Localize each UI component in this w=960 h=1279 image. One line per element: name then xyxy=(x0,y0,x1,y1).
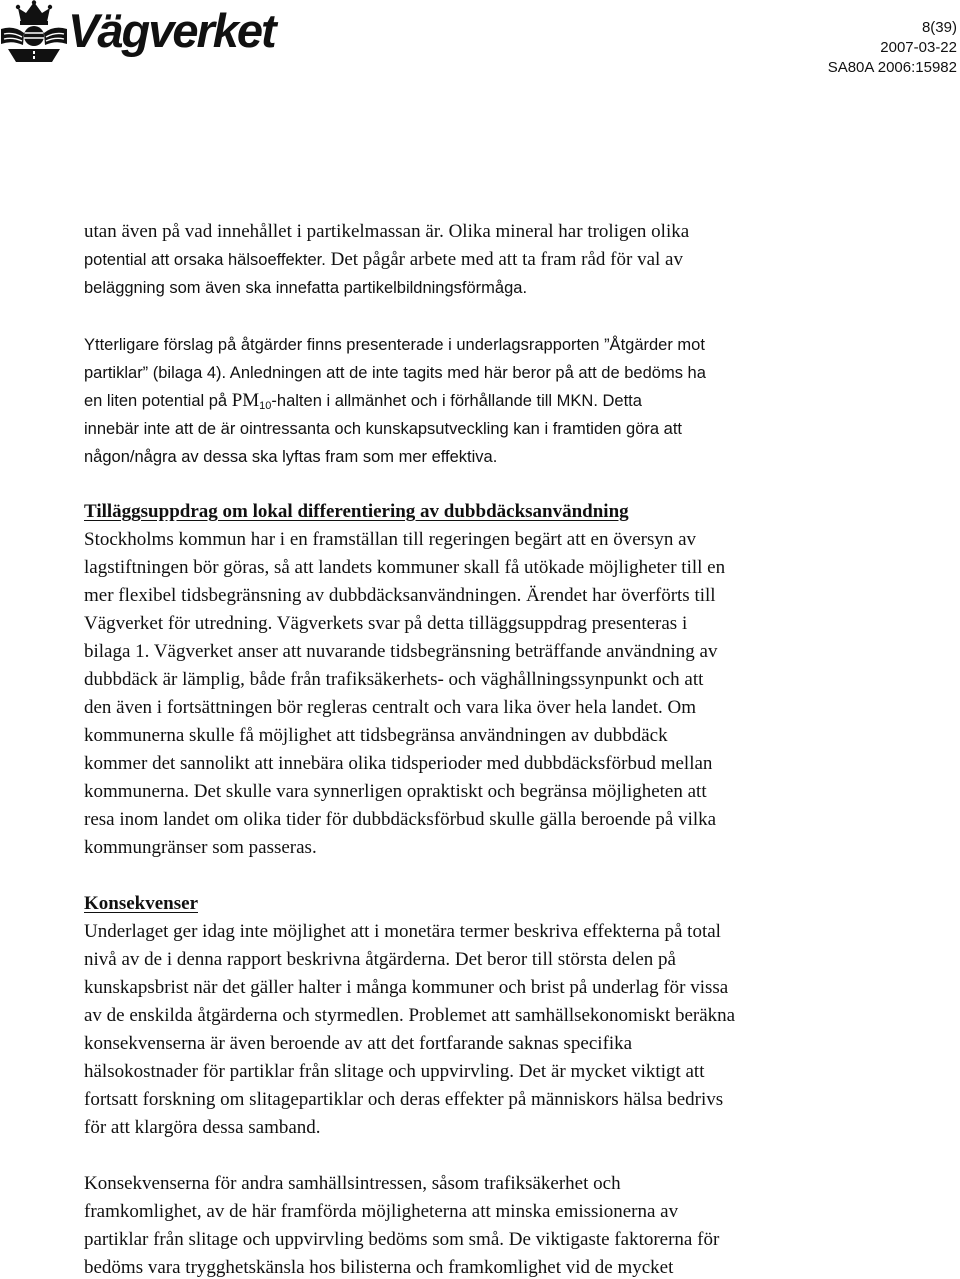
body-line: Konsekvenserna för andra samhällsintressen, såsom trafiksäkerhet och xyxy=(84,1173,621,1194)
body-line: innebär inte att de är ointressanta och kunskapsutveckling kan i framtiden göra att xyxy=(84,420,683,438)
body-line: kommunerna. Det skulle vara synnerligen opraktiskt och begränsa möjligheten att xyxy=(84,781,707,802)
body-line: Ytterligare förslag på åtgärder finns presenterade i underlagsrapporten ”Åtgärder mot xyxy=(84,336,705,354)
pm-subscript: 10 xyxy=(259,400,272,412)
body-line: av de enskilda åtgärderna och styrmedlen. Problemet att samhällsekonomiskt beräkna xyxy=(84,1005,736,1026)
body-line: den även i fortsättningen bör regleras centralt och vara lika över hela landet. Om xyxy=(84,697,696,718)
body-line: kunskapsbrist när det gäller halter i många kommuner och brist på underlag för vissa xyxy=(84,977,729,998)
body-line: kommungränser som passeras. xyxy=(84,837,317,858)
body-text-segment: potential att orsaka hälsoeffekter. xyxy=(84,251,326,269)
body-line xyxy=(84,387,924,415)
logo-wordmark: Vägverket xyxy=(68,4,275,57)
body-line: kommunerna skulle få möjlighet att tidsbegränsa användningen av dubbdäck xyxy=(84,725,668,746)
body-line: någon/några av dessa ska lyftas fram som mer effektiva. xyxy=(84,448,498,466)
body-line: Vägverket för utredning. Vägverkets svar på detta tilläggsuppdrag presenteras i xyxy=(84,613,688,634)
body-line: för att klargöra dessa samband. xyxy=(84,1117,321,1138)
body-line: nivå av de i denna rapport beskrivna åtgärderna. Det beror till största delen på xyxy=(84,949,676,970)
body-line: mer flexibel tidsbegränsning av dubbdäcksanvändningen. Ärendet har överförts till xyxy=(84,585,716,606)
body-text-segment: Det pågår arbete med att ta fram råd för val av xyxy=(325,249,683,270)
body-line: konsekvenserna är även beroende av att det fortfarande saknas specifika xyxy=(84,1033,633,1054)
body-line: framkomlighet, av de här framförda möjligheterna att minska emissionerna av xyxy=(84,1201,679,1222)
body-line: Stockholms kommun har i en framställan till regeringen begärt att en översyn av xyxy=(84,529,697,550)
agency-logo xyxy=(0,0,300,70)
body-line: lagstiftningen bör göras, så att landets kommuner skall få utökade möjligheter till en xyxy=(84,557,726,578)
body-line: bilaga 1. Vägverket anser att nuvarande tidsbegränsning beträffande användning av xyxy=(84,641,718,662)
pm-label: PM xyxy=(231,390,260,411)
body-line: partiklar från slitage och uppvirvling bedöms som små. De viktigaste faktorerna för xyxy=(84,1229,720,1250)
body-line: bedöms vara trygghetskänsla hos bilisterna och framkomlighet vid de mycket xyxy=(84,1257,674,1278)
page-number: 8(39) xyxy=(921,19,957,36)
document-date: 2007-03-22 xyxy=(880,39,957,56)
body-line: kommer det sannolikt att innebära olika tidsperioder med dubbdäcksförbud mellan xyxy=(84,753,713,774)
body-line: fortsatt forskning om slitagepartiklar och deras effekter på människors hälsa bedrivs xyxy=(84,1089,724,1110)
document-id: SA80A 2006:15982 xyxy=(827,59,957,76)
body-text-segment: -halten i allmänhet och i förhållande till MKN. Detta xyxy=(271,392,642,410)
paragraph xyxy=(84,331,924,471)
body-line: beläggning som även ska innefatta partikelbildningsförmåga. xyxy=(84,279,528,297)
body-text-segment: en liten potential på xyxy=(84,392,232,410)
crown-emblem-icon xyxy=(0,0,68,64)
body-line: hälsokostnader för partiklar från slitage och uppvirvling. Det är mycket viktigt att xyxy=(84,1061,705,1082)
body-line: dubbdäck är lämplig, både från trafiksäkerhets- och väghållningssynpunkt och att xyxy=(84,669,704,690)
body-line: utan även på vad innehållet i partikelmassan är. Olika mineral har troligen olika xyxy=(84,221,690,242)
body-line: Underlaget ger idag inte möjlighet att i monetära termer beskriva effekterna på total xyxy=(84,921,721,942)
document-meta xyxy=(828,18,957,78)
body-line: resa inom landet om olika tider för dubbdäcksförbud skulle gälla beroende på vilka xyxy=(84,809,717,830)
paragraph xyxy=(84,218,924,302)
section-heading: Konsekvenser xyxy=(84,893,198,914)
body-line: partiklar” (bilaga 4). Anledningen att de inte tagits med här beror på att de bedöms ha xyxy=(84,364,706,382)
section xyxy=(84,890,924,1142)
body-line xyxy=(84,246,924,274)
paragraph xyxy=(84,1170,924,1279)
section xyxy=(84,498,924,862)
section-heading: Tilläggsuppdrag om lokal differentiering av dubbdäcksanvändning xyxy=(84,501,629,522)
